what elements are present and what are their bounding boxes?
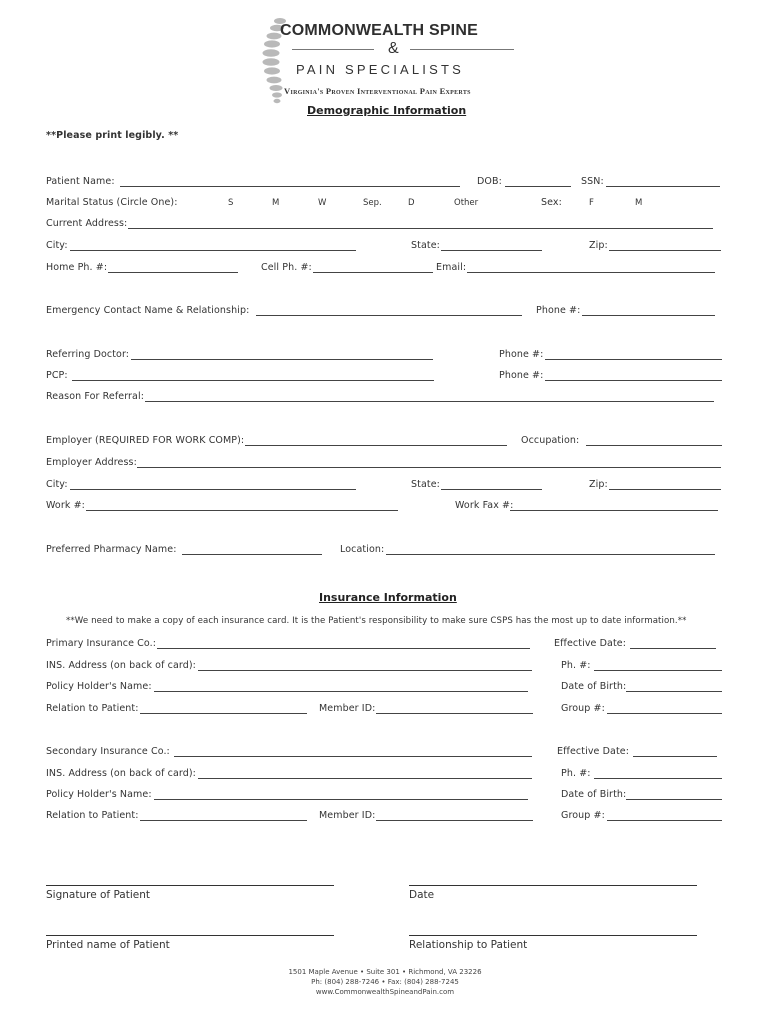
- primary-insurance-field[interactable]: [157, 637, 530, 649]
- secondary-dob-field[interactable]: [626, 788, 722, 800]
- signature-line[interactable]: [46, 885, 334, 886]
- employer-city-label: City:: [46, 479, 68, 490]
- secondary-member-id-label: Member ID:: [319, 810, 376, 821]
- brand-line2: PAIN SPECIALISTS: [296, 62, 464, 77]
- primary-phone-label: Ph. #:: [561, 660, 591, 671]
- print-legibly-note: **Please print legibly. **: [46, 130, 179, 141]
- reason-referral-field[interactable]: [145, 390, 714, 402]
- secondary-effective-date-field[interactable]: [633, 745, 717, 757]
- dob-field[interactable]: [505, 175, 571, 187]
- secondary-group-label: Group #:: [561, 810, 605, 821]
- secondary-insurance-field[interactable]: [174, 745, 532, 757]
- secondary-ins-address-field[interactable]: [198, 767, 532, 779]
- printed-name-line[interactable]: [46, 935, 334, 936]
- secondary-phone-label: Ph. #:: [561, 768, 591, 779]
- pcp-phone-field[interactable]: [545, 369, 722, 381]
- employer-field[interactable]: [245, 434, 507, 446]
- primary-effective-date-field[interactable]: [630, 637, 716, 649]
- signature-label: Signature of Patient: [46, 889, 151, 901]
- work-phone-field[interactable]: [86, 499, 398, 511]
- current-address-label: Current Address:: [46, 218, 128, 229]
- email-field[interactable]: [467, 261, 715, 273]
- relationship-label: Relationship to Patient: [409, 939, 528, 951]
- employer-address-label: Employer Address:: [46, 457, 137, 468]
- primary-policy-holder-field[interactable]: [154, 680, 528, 692]
- patient-name-field[interactable]: [120, 175, 460, 187]
- primary-dob-label: Date of Birth:: [561, 681, 627, 692]
- emergency-contact-field[interactable]: [256, 304, 522, 316]
- location-field[interactable]: [386, 543, 715, 555]
- work-fax-label: Work Fax #:: [455, 500, 514, 511]
- pharmacy-label: Preferred Pharmacy Name:: [46, 544, 177, 555]
- secondary-relation-field[interactable]: [140, 809, 307, 821]
- ssn-label: SSN:: [581, 176, 604, 187]
- city-field[interactable]: [70, 239, 356, 251]
- date-label: Date: [409, 889, 435, 901]
- tagline: Virginia's Proven Interventional Pain Experts: [284, 86, 471, 96]
- cell-phone-label: Cell Ph. #:: [261, 262, 312, 273]
- ssn-field[interactable]: [606, 175, 720, 187]
- marital-option-m[interactable]: M: [272, 198, 280, 208]
- email-label: Email:: [436, 262, 467, 273]
- occupation-field[interactable]: [586, 434, 722, 446]
- dob-label: DOB:: [477, 176, 502, 187]
- location-label: Location:: [340, 544, 385, 555]
- brand-amp: &: [388, 40, 399, 57]
- primary-policy-holder-label: Policy Holder's Name:: [46, 681, 152, 692]
- date-line[interactable]: [409, 885, 697, 886]
- home-phone-field[interactable]: [108, 261, 238, 273]
- primary-relation-field[interactable]: [140, 702, 307, 714]
- current-address-field[interactable]: [128, 217, 713, 229]
- reason-referral-label: Reason For Referral:: [46, 391, 145, 402]
- primary-group-label: Group #:: [561, 703, 605, 714]
- pcp-label: PCP:: [46, 370, 68, 381]
- primary-dob-field[interactable]: [626, 680, 722, 692]
- secondary-relation-label: Relation to Patient:: [46, 810, 139, 821]
- printed-name-label: Printed name of Patient: [46, 939, 170, 951]
- insurance-title: Insurance Information: [319, 591, 457, 604]
- marital-status-label: Marital Status (Circle One):: [46, 197, 178, 208]
- work-fax-field[interactable]: [510, 499, 718, 511]
- city-label: City:: [46, 240, 68, 251]
- referring-doctor-label: Referring Doctor:: [46, 349, 130, 360]
- secondary-member-id-field[interactable]: [376, 809, 533, 821]
- patient-name-label: Patient Name:: [46, 176, 115, 187]
- sex-label: Sex:: [541, 197, 562, 208]
- footer-address: 1501 Maple Avenue • Suite 301 • Richmond, VA 23226: [288, 968, 482, 976]
- demographic-title: Demographic Information: [307, 104, 467, 117]
- secondary-dob-label: Date of Birth:: [561, 789, 627, 800]
- primary-insurance-label: Primary Insurance Co.:: [46, 638, 157, 649]
- primary-relation-label: Relation to Patient:: [46, 703, 139, 714]
- secondary-policy-holder-field[interactable]: [154, 788, 528, 800]
- primary-phone-field[interactable]: [594, 659, 722, 671]
- secondary-ins-address-label: INS. Address (on back of card):: [46, 768, 196, 779]
- footer-website: www.CommonwealthSpineandPain.com: [315, 988, 455, 996]
- marital-option-sep[interactable]: Sep.: [363, 198, 382, 208]
- primary-ins-address-label: INS. Address (on back of card):: [46, 660, 196, 671]
- secondary-phone-field[interactable]: [594, 767, 722, 779]
- pcp-phone-label: Phone #:: [499, 370, 544, 381]
- pcp-field[interactable]: [72, 369, 434, 381]
- brand-divider-left: [292, 49, 374, 50]
- referring-phone-field[interactable]: [545, 348, 722, 360]
- referring-phone-label: Phone #:: [499, 349, 544, 360]
- employer-zip-label: Zip:: [589, 479, 608, 490]
- insurance-note: **We need to make a copy of each insurance card. It is the Patient's responsibility to make sure CSPS has the most up to date information.**: [66, 616, 687, 626]
- sex-option-m[interactable]: M: [635, 198, 643, 208]
- emergency-contact-label: Emergency Contact Name & Relationship:: [46, 305, 250, 316]
- primary-ins-address-field[interactable]: [198, 659, 532, 671]
- emergency-phone-label: Phone #:: [536, 305, 581, 316]
- footer-phones: Ph: (804) 288-7246 • Fax: (804) 288-7245: [311, 978, 459, 986]
- brand-divider-right: [410, 49, 514, 50]
- marital-option-d[interactable]: D: [408, 198, 415, 208]
- employer-address-field[interactable]: [137, 456, 721, 468]
- secondary-insurance-label: Secondary Insurance Co.:: [46, 746, 170, 757]
- primary-member-id-field[interactable]: [376, 702, 533, 714]
- referring-doctor-field[interactable]: [131, 348, 433, 360]
- employer-state-label: State:: [411, 479, 440, 490]
- pharmacy-field[interactable]: [182, 543, 322, 555]
- primary-group-field[interactable]: [607, 702, 722, 714]
- zip-field[interactable]: [609, 239, 721, 251]
- zip-label: Zip:: [589, 240, 608, 251]
- secondary-policy-holder-label: Policy Holder's Name:: [46, 789, 152, 800]
- emergency-phone-field[interactable]: [582, 304, 715, 316]
- state-label: State:: [411, 240, 440, 251]
- cell-phone-field[interactable]: [313, 261, 433, 273]
- employer-city-field[interactable]: [70, 478, 356, 490]
- relationship-line[interactable]: [409, 935, 697, 936]
- state-field[interactable]: [441, 239, 542, 251]
- home-phone-label: Home Ph. #:: [46, 262, 108, 273]
- secondary-group-field[interactable]: [607, 809, 722, 821]
- brand-line1: COMMONWEALTH SPINE: [280, 22, 478, 39]
- employer-label: Employer (REQUIRED FOR WORK COMP):: [46, 435, 245, 446]
- occupation-label: Occupation:: [521, 435, 580, 446]
- marital-option-s[interactable]: S: [228, 198, 234, 208]
- secondary-effective-date-label: Effective Date:: [557, 746, 630, 757]
- primary-effective-date-label: Effective Date:: [554, 638, 627, 649]
- primary-member-id-label: Member ID:: [319, 703, 376, 714]
- work-phone-label: Work #:: [46, 500, 85, 511]
- logo: [250, 14, 530, 106]
- marital-option-other[interactable]: Other: [454, 198, 479, 208]
- sex-option-f[interactable]: F: [589, 198, 594, 208]
- marital-option-w[interactable]: W: [318, 198, 327, 208]
- employer-state-field[interactable]: [441, 478, 542, 490]
- employer-zip-field[interactable]: [609, 478, 721, 490]
